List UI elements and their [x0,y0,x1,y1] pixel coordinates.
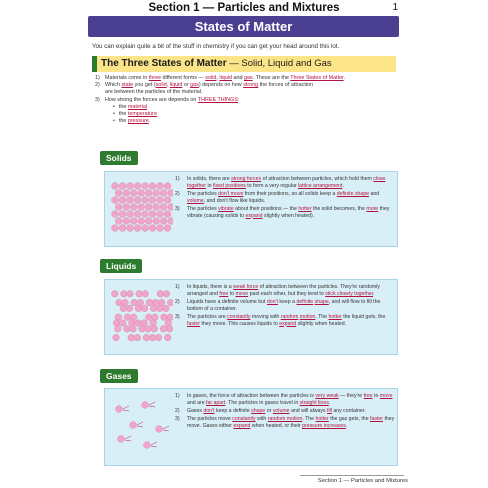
particle [152,299,159,306]
point-3 [95,97,405,104]
point-text: Materials come in three different forms — solid, liquid and gas. These are the Three States of Matter. [105,75,346,81]
particle [135,305,142,312]
particle [134,225,141,232]
particle [160,190,167,197]
particle [139,326,146,333]
intro-text: You can explain quite a bit of the stuff in chemistry if you can get your head around this lot. [92,43,340,50]
point-2 [95,82,405,96]
particle [116,299,123,306]
particle [134,334,141,341]
particle [142,183,149,190]
particle [157,225,164,232]
particle [130,218,137,225]
particle [130,190,137,197]
solids-panel [104,171,398,247]
particle [163,305,170,312]
particle [113,320,120,327]
particle [135,320,142,327]
particle [168,190,173,197]
particle [115,314,122,321]
particle [134,197,141,204]
particle [161,314,168,321]
particle [153,204,160,211]
particle [164,334,171,341]
particle [144,442,151,449]
particle [123,204,130,211]
particle [146,314,153,321]
particle [129,320,136,327]
motion-line [125,436,131,441]
sub-point-pressure: • the pressure. [95,118,405,125]
particle [130,314,137,321]
particle [136,291,143,298]
particle [165,320,172,327]
particle [130,422,137,429]
particle [149,225,156,232]
solids-item-1: 1) In solids, there are strong forces of attraction between particles, which hold them close together in fixed positions to form a very regular lattice arrangement. [175,176,386,189]
liquids-item-2: 2) Liquids have a definite volume but don't keep a definite shape, and will flow to fill the bottom of a container. [175,298,381,312]
particle [149,334,156,341]
solids-description [175,176,395,220]
gases-item-3: 3) The particles move constantly with random motion. The hotter the gas gets, the faster they move. Gases either expand when heated, or their pressure increases. [175,415,395,429]
particle [160,326,167,333]
particle [166,326,173,333]
particle [160,218,167,225]
particle [112,225,119,232]
particle [123,218,130,225]
particle [145,190,152,197]
particle [138,204,145,211]
particle [152,314,159,321]
particle [149,183,156,190]
particle [145,218,152,225]
particle [145,204,152,211]
motion-line [137,422,143,427]
motion-line [149,402,155,407]
solids-item-2: 2) The particles don't move from their positions, so all solids keep a definite shape and volume, and don't flow like liquids. [175,190,380,204]
section-title: Section 1 — Particles and Mixtures [148,2,340,14]
footer-divider [300,475,404,476]
sub-point-temperature: • the temperature [95,111,405,118]
particle [127,211,134,218]
particle [163,291,170,298]
particle [142,211,149,218]
particle [121,291,128,298]
liquids-tag: Liquids [100,259,142,273]
particle [168,218,173,225]
motion-line [151,442,157,447]
particle [145,326,152,333]
particle [113,334,120,341]
particle [168,204,173,211]
particle [141,320,148,327]
particle [164,225,171,232]
particle [146,299,153,306]
particle [142,197,149,204]
particle [164,197,171,204]
particle [141,305,148,312]
particle [123,190,130,197]
particle [115,190,122,197]
particle [150,305,157,312]
point-text: Which state you get (solid, liquid or gas) depends on how strong the forces of attraction are between the particles of the material. [105,82,314,96]
subheading [92,56,396,72]
particle [112,197,119,204]
particle [142,402,149,409]
liquids-item-3: 3) The particles are constantly moving with random motion. The hotter the liquid gets, the faster they move. This causes liquids to expand slightly when heated. [175,313,386,327]
particle [157,197,164,204]
point-text: How strong the forces are depends on THREE THINGS: [105,96,240,103]
sub-point-material: • the material [95,104,405,111]
particle [115,326,122,333]
gases-tag: Gases [100,369,138,383]
particle [142,225,149,232]
particle [138,218,145,225]
particle [122,299,129,306]
point-number: 3) [95,96,100,103]
particle [150,320,157,327]
particle [158,299,165,306]
particle [127,225,134,232]
particle [157,211,164,218]
particle [164,211,171,218]
particle [119,320,126,327]
particle [119,211,126,218]
particle [118,436,125,443]
particle [155,334,162,341]
particle [157,305,164,312]
gases-panel [104,388,398,466]
liquid-particles-diagram [111,286,173,348]
gases-item-2: 2) Gases don't keep a definite shape or volume and will always fill any container. [175,407,366,414]
particle [124,314,131,321]
particle [124,326,131,333]
particle [116,406,123,413]
point-1 [95,75,405,82]
page-number: 1 [392,2,398,13]
particle [120,305,127,312]
motion-line [123,406,129,411]
particle [130,204,137,211]
page-footer: Section 1 — Particles and Mixtures [317,478,408,484]
particle [149,211,156,218]
liquids-panel [104,279,398,355]
particle [149,197,156,204]
particle [112,291,119,298]
page-title-banner: States of Matter [88,16,399,37]
particle [160,204,167,211]
solids-item-3: 3) The particles vibrate about their positions — the hotter the solid becomes, the more they vibrate (causing solids to expand slightly when heated). [175,205,390,219]
particle [134,211,141,218]
particle [134,183,141,190]
particle [112,211,119,218]
particle [127,197,134,204]
particle [143,334,150,341]
key-points [95,75,405,125]
particle [119,225,126,232]
gases-item-1: 1) In gases, the force of attraction between the particles is very weak — they're free to move and are far apart. The particles in gases travel in straight lines. [175,393,393,406]
particle [127,183,134,190]
particle [167,299,173,306]
motion-line [163,426,169,431]
particle [119,197,126,204]
particle [137,299,144,306]
particle [138,190,145,197]
particle [126,305,133,312]
particle [115,204,122,211]
particle [127,291,134,298]
liquids-item-1: 1) In liquids, there is a weak force of attraction between the particles. They're randomly arranged and free to move past each other, but they tend to stick closely together. [175,284,380,297]
subheading-bold: The Three States of Matter [101,58,227,69]
particle [153,190,160,197]
particle [157,183,164,190]
particle [142,291,149,298]
particle [153,218,160,225]
particle [164,183,171,190]
particle [119,183,126,190]
point-number: 1) [95,75,100,81]
particle [151,326,158,333]
particle [128,334,135,341]
gas-particles-diagram [111,395,173,457]
particle [131,299,138,306]
particle [156,426,163,433]
solids-tag: Solids [100,151,138,165]
particle [130,326,137,333]
particle [112,183,119,190]
point-number: 2) [95,82,100,89]
particle [157,291,164,298]
subheading-rest: — Solid, Liquid and Gas [226,58,332,69]
gases-description [175,393,395,431]
particle [167,314,173,321]
solid-particles-diagram [111,178,173,240]
liquids-description [175,284,395,328]
particle [115,218,122,225]
